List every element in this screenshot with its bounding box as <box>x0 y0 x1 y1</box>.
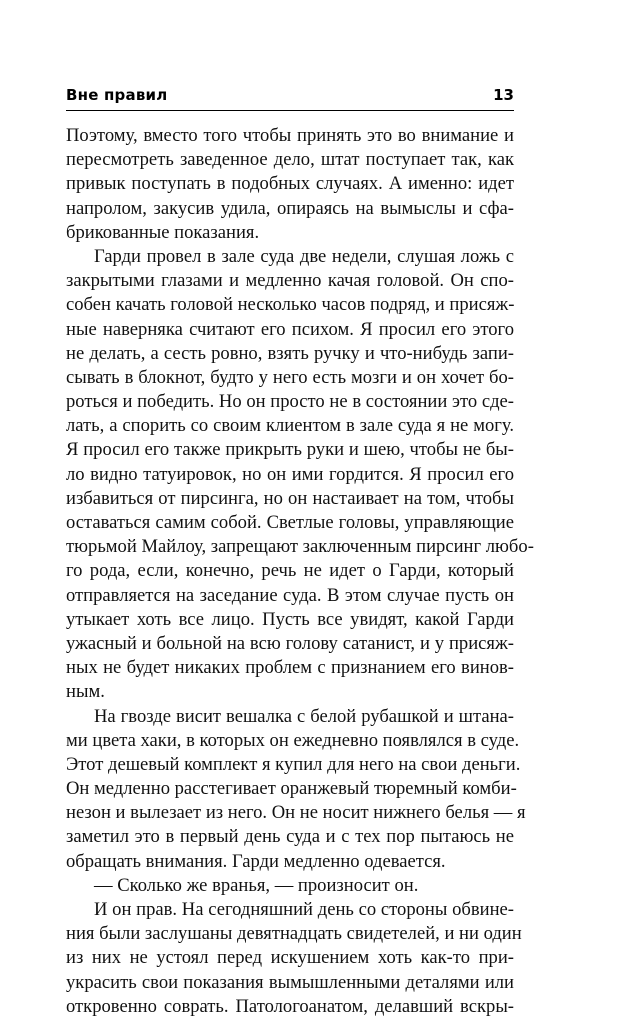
text-line: Он медленно расстегивает оранжевый тюремный комби- <box>66 778 517 800</box>
text-line: украсить свои показания вымышленными деталями или <box>66 971 514 993</box>
text-line: лать, а спорить со своим клиентом в зале суда я не могу. <box>66 415 514 437</box>
text-line: Гарди провел в зале суда две недели, слушая ложь с <box>94 245 514 267</box>
text-line: ных не будет никаких проблем с признанием его винов- <box>66 657 514 679</box>
text-line: не делать, а сесть ровно, взять ручку и что-нибудь запи- <box>66 342 514 364</box>
text-line: тюрьмой Майлоу, запрещают заключенным пирсинг любо- <box>66 536 534 558</box>
page-number: 13 <box>493 86 514 104</box>
text-line: брикованные показания. <box>66 221 260 243</box>
text-line: привык поступать в подобных случаях. А именно: идет <box>66 173 514 195</box>
text-line: оставаться самим собой. Светлые головы, управляющие <box>66 512 514 533</box>
text-line: ми цвета хаки, в которых он ежедневно появлялся в суде. <box>66 729 520 751</box>
text-line: отправляется на заседание суда. В этом случае пусть он <box>66 584 514 606</box>
body-text <box>66 124 534 1019</box>
text-line: пересмотреть заведенное дело, штат поступает так, как <box>66 149 514 171</box>
text-line: напролом, закусив удила, опираясь на вымыслы и сфа- <box>66 197 514 219</box>
running-header <box>66 84 514 111</box>
text-line: обращать внимания. Гарди медленно одевается. <box>66 850 446 872</box>
text-line: ным. <box>66 681 105 703</box>
text-line: Я просил его также прикрыть руки и шею, чтобы не бы- <box>66 439 514 461</box>
book-title: Вне правил <box>66 86 168 104</box>
text-line: ужасный и больной на всю голову сатанист, и у присяж- <box>66 632 514 654</box>
text-line: собен качать головой несколько часов подряд, и присяж- <box>66 294 515 316</box>
text-line: ния были заслушаны девятнадцать свидетелей, и ни один <box>66 923 522 945</box>
text-line: — Сколько же вранья, — произносит он. <box>94 874 419 896</box>
text-line: Поэтому, вместо того чтобы принять это во внимание и <box>66 125 514 146</box>
text-line: заметил это в первый день суда и с тех пор пытаюсь не <box>66 826 514 848</box>
text-line: Этот дешевый комплект я купил для него на свои деньги. <box>66 753 521 775</box>
text-line: роться и победить. Но он просто не в состоянии это сде- <box>66 391 514 413</box>
text-line: незон и вылезает из него. Он не носит нижнего белья — я <box>66 802 526 824</box>
text-line: откровенно соврать. Патологоанатом, делавший вскры- <box>66 995 514 1017</box>
text-line: утыкает хоть все лицо. Пусть все увидят, какой Гарди <box>66 608 514 630</box>
text-line: го рода, если, конечно, речь не идет о Гарди, который <box>66 560 514 582</box>
text-line: ные наверняка считают его психом. Я просил его этого <box>66 318 514 340</box>
text-line: На гвозде висит вешалка с белой рубашкой и штана- <box>94 705 514 727</box>
text-line: сывать в блокнот, будто у него есть мозги и он хочет бо- <box>66 366 514 388</box>
text-line: закрытыми глазами и медленно качая головой. Он спо- <box>66 270 514 292</box>
text-line: И он прав. На сегодняшний день со стороны обвине- <box>94 899 514 920</box>
text-line: избавиться от пирсинга, но он настаивает на том, чтобы <box>66 487 514 509</box>
text-line: из них не устоял перед искушением хоть как-то при- <box>66 947 514 969</box>
text-line: ло видно татуировок, но он ими гордится. Я просил его <box>66 463 514 485</box>
